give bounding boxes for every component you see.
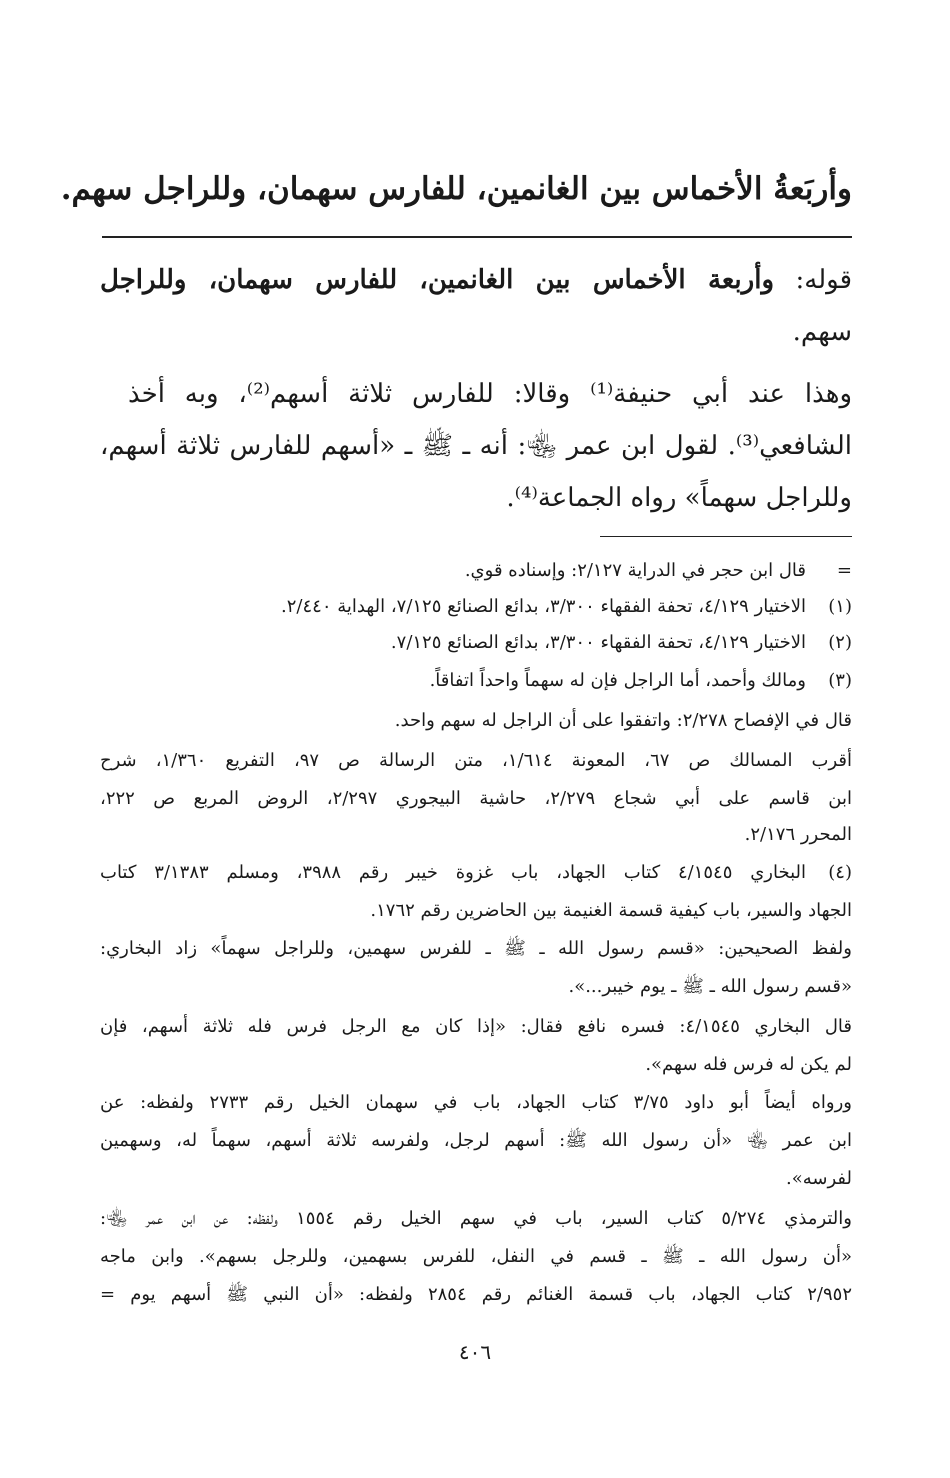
page-number: ٤٠٦ <box>458 1340 492 1364</box>
footnote-text: الجهاد والسير، باب كيفية قسمة الغنيمة بين الحاضرين رقم ١٧٦٢. <box>370 900 852 921</box>
footnote-text: قال البخاري ٤/١٥٤٥: فسره نافع فقال: «إذا كان مع الرجل فرس فله ثلاثة أسهم، فإن <box>100 1016 852 1037</box>
footnote-marker: (٢) <box>828 632 852 653</box>
footnote-text: أقرب المسالك ص ٦٧، المعونة ١/٦١٤، متن الرسالة ص ٩٧، التفريع ١/٣٦٠، شرح <box>100 750 852 771</box>
footnote-text: لفرسه». <box>786 1168 852 1189</box>
footnote-divider <box>600 536 852 537</box>
commentary-paragraph-line: وهذا عند أبي حنيفة⁽¹⁾ وقالا: للفارس ثلاثة أسهم⁽²⁾، وبه أخذ <box>128 379 853 409</box>
footnote-marker: (٤) <box>828 862 852 883</box>
footnote-text: ابن قاسم على أبي شجاع ٢/٢٧٩، حاشية البيجوري ٢/٢٩٧، الروض المربع ص ٢٢٢، <box>100 788 852 809</box>
footnote-marker: (٣) <box>828 670 852 691</box>
footnote-text: ابن عمر ﵄ «أن رسول الله ﷺ: أسهم لرجل، ولفرسه ثلاثة أسهم، سهماً له، وسهمين <box>100 1130 853 1151</box>
footnote-continuation-mark: = <box>836 560 852 581</box>
footnote-text: ومالك وأحمد، أما الراجل فإن له سهماً واحداً اتفاقاً. <box>429 670 806 691</box>
footnote-marker: (١) <box>828 596 852 617</box>
footnote-text: ٢/٩٥٢ كتاب الجهاد، باب قسمة الغنائم رقم ٢٨٥٤ ولفظه: «أن النبي ﷺ أسهم يوم = <box>100 1284 852 1305</box>
footnote-text: ولفظ الصحيحين: «قسم رسول الله ـ ﷺ ـ للفرس سهمين، وللراجل سهماً» زاد البخاري: <box>100 938 852 959</box>
footnote-text: لم يكن له فرس فله سهم». <box>645 1054 852 1075</box>
footnote-text: «أن رسول الله ـ ﷺ ـ قسم في النفل، للفرس بسهمين، وللرجل بسهم». وابن ماجه <box>100 1246 852 1267</box>
matn-headline: وأربَعةُ الأخماس بين الغانمين، للفارس سهمان، وللراجل سهم. <box>60 171 852 207</box>
footnote-text: المحرر ٢/١٧٦. <box>744 824 852 845</box>
commentary-paragraph-line: الشافعي⁽³⁾. لقول ابن عمر ﵄: أنه ـ ﷺ ـ «أسهم للفارس ثلاثة أسهم، <box>100 431 852 461</box>
commentary-quote-end: سهم. <box>792 317 852 347</box>
footnote-text: الاختيار ٤/١٢٩، تحفة الفقهاء ٣/٣٠٠، بدائع الصنائع ٧/١٢٥. <box>390 632 806 653</box>
commentary-paragraph-line: وللراجل سهماً» رواه الجماعة⁽⁴⁾. <box>506 483 852 513</box>
footnote-text: ورواه أيضاً أبو داود ٣/٧٥ كتاب الجهاد، باب في سهمان الخيل رقم ٢٧٣٣ ولفظه: عن <box>100 1092 852 1113</box>
footnote-text: الاختيار ٤/١٢٩، تحفة الفقهاء ٣/٣٠٠، بدائع الصنائع ٧/١٢٥، الهداية ٢/٤٤٠. <box>281 596 806 617</box>
commentary-intro: قوله: <box>795 265 853 295</box>
footnote-text: البخاري ٤/١٥٤٥ كتاب الجهاد، باب غزوة خيبر رقم ٣٩٨٨، ومسلم ٣/١٣٨٣ كتاب <box>100 862 806 883</box>
headline-divider <box>102 236 852 238</box>
footnote-continuation-text: قال ابن حجر في الدراية ٢/١٢٧: وإسناده قوي. <box>464 560 806 581</box>
footnote-text: «قسم رسول الله ـ ﷺ ـ يوم خيبر...». <box>568 976 852 997</box>
commentary-line <box>100 254 852 306</box>
footnote-text: والترمذي ٥/٢٧٤ كتاب السير، باب في سهم الخيل رقم ١٥٥٤ ولفظه: عن ابن عمر ﵄: <box>100 1208 852 1229</box>
footnote-text: قال في الإفصاح ٢/٢٧٨: واتفقوا على أن الراجل له سهم واحد. <box>394 710 852 731</box>
commentary-quote: وأربعة الأخماس بين الغانمين، للفارس سهمان، وللراجل <box>100 265 774 295</box>
